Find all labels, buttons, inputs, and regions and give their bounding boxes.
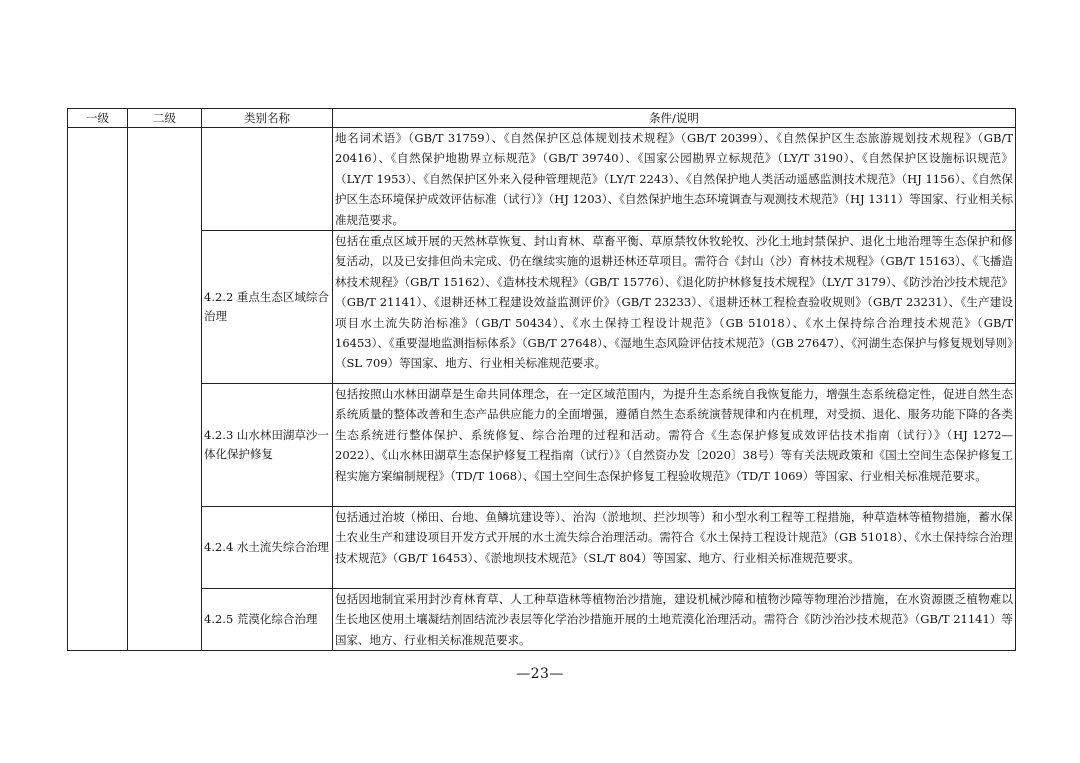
- level-2-cell: [128, 128, 202, 651]
- category-cell: 4.2.5 荒漠化综合治理: [202, 589, 333, 651]
- table-row: [68, 589, 1016, 651]
- table-row: [68, 231, 1016, 384]
- table-row: [68, 128, 1016, 231]
- table-row: [68, 507, 1016, 589]
- header-category-name: 类别名称: [202, 109, 333, 128]
- category-cell: 4.2.4 水土流失综合治理: [202, 507, 333, 589]
- condition-cell-continuation: 地名词术语》（GB/T 31759）、《自然保护区总体规划技术规程》（GB/T 20399）、《自然保护区生态旅游规划技术规程》（GB/T 20416）、《自然保护地勘界立标规范》（GB/T 39740）、《国家公园勘界立标规范》（LY/T 3190）、《自然保护区设施标识规范》（LY/T 1953）、《自然保护区外来入侵种管理规范》（LY/T 2243）、《自然保护地人类活动遥感监测技术规范》（HJ 1156）、《自然保护区生态环境保护成效评估标准（试行）》（HJ 1203）、《自然保护地生态环境调查与观测技术规范》（HJ 1311）等国家、行业相关标准规范要求。: [333, 128, 1016, 231]
- category-cell: 4.2.2 重点生态区域综合治理: [202, 231, 333, 384]
- page-number: —23—: [516, 666, 564, 682]
- table-header-row: [68, 109, 1016, 128]
- header-level-1: 一级: [68, 109, 128, 128]
- category-cell-continuation: [202, 128, 333, 231]
- condition-cell: 包括因地制宜采用封沙育林育草、人工种草造林等植物治沙措施，建设机械沙障和植物沙障等物理治沙措施，在水资源匮乏植物难以生长地区使用土壤凝结剂固结流沙表层等化学治沙措施开展的土地荒漠化治理活动。需符合《防沙治沙技术规范》（GB/T 21141）等国家、地方、行业相关标准规范要求。: [333, 589, 1016, 651]
- condition-cell: 包括通过治坡（梯田、台地、鱼鳞坑建设等）、治沟（淤地坝、拦沙坝等）和小型水利工程等工程措施，种草造林等植物措施，蓄水保土农业生产和建设项目开发方式开展的水土流失综合治理活动。需符合《水土保持工程设计规范》（GB 51018）、《水土保持综合治理技术规范》（GB/T 16453）、《淤地坝技术规范》（SL/T 804）等国家、地方、行业相关标准规范要求。: [333, 507, 1016, 589]
- condition-cell: 包括按照山水林田湖草是生命共同体理念，在一定区域范围内，为提升生态系统自我恢复能力，增强生态系统稳定性，促进自然生态系统质量的整体改善和生态产品供应能力的全面增强，遵循自然生态系统演替规律和内在机理，对受损、退化、服务功能下降的各类生态系统进行整体保护、系统修复、综合治理的过程和活动。需符合《生态保护修复成效评估技术指南（试行）》（HJ 1272—2022）、《山水林田湖草生态保护修复工程指南（试行）》（自然资办发〔2020〕38号）等有关法规政策和《国土空间生态保护修复工程实施方案编制规程》（TD/T 1068）、《国土空间生态保护修复工程验收规范》（TD/T 1069）等国家、行业相关标准规范要求。: [333, 384, 1016, 507]
- condition-cell: 包括在重点区域开展的天然林草恢复、封山育林、草畜平衡、草原禁牧休牧轮牧、沙化土地封禁保护、退化土地治理等生态保护和修复活动，以及已安排但尚未完成、仍在继续实施的退耕还林还草项目。需符合《封山（沙）育林技术规程》（GB/T 15163）、《飞播造林技术规程》（GB/T 15162）、《造林技术规程》（GB/T 15776）、《退化防护林修复技术规程》（LY/T 3179）、《防沙治沙技术规范》（GB/T 21141）、《退耕还林工程建设效益监测评价》（GB/T 23233）、《退耕还林工程检查验收规则》（GB/T 23231）、《生产建设项目水土流失防治标准》（GB/T 50434）、《水土保持工程设计规范》（GB 51018）、《水土保持综合治理技术规范》（GB/T 16453）、《重要湿地监测指标体系》（GB/T 27648）、《湿地生态风险评估技术规范》（GB 27647）、《河湖生态保护与修复规划导则》（SL 709）等国家、地方、行业相关标准规范要求。: [333, 231, 1016, 384]
- table-row: [68, 384, 1016, 507]
- header-conditions: 条件/说明: [333, 109, 1016, 128]
- level-1-cell: [68, 128, 128, 651]
- header-level-2: 二级: [128, 109, 202, 128]
- category-cell: 4.2.3 山水林田湖草沙一体化保护修复: [202, 384, 333, 507]
- standards-table: [67, 108, 1016, 651]
